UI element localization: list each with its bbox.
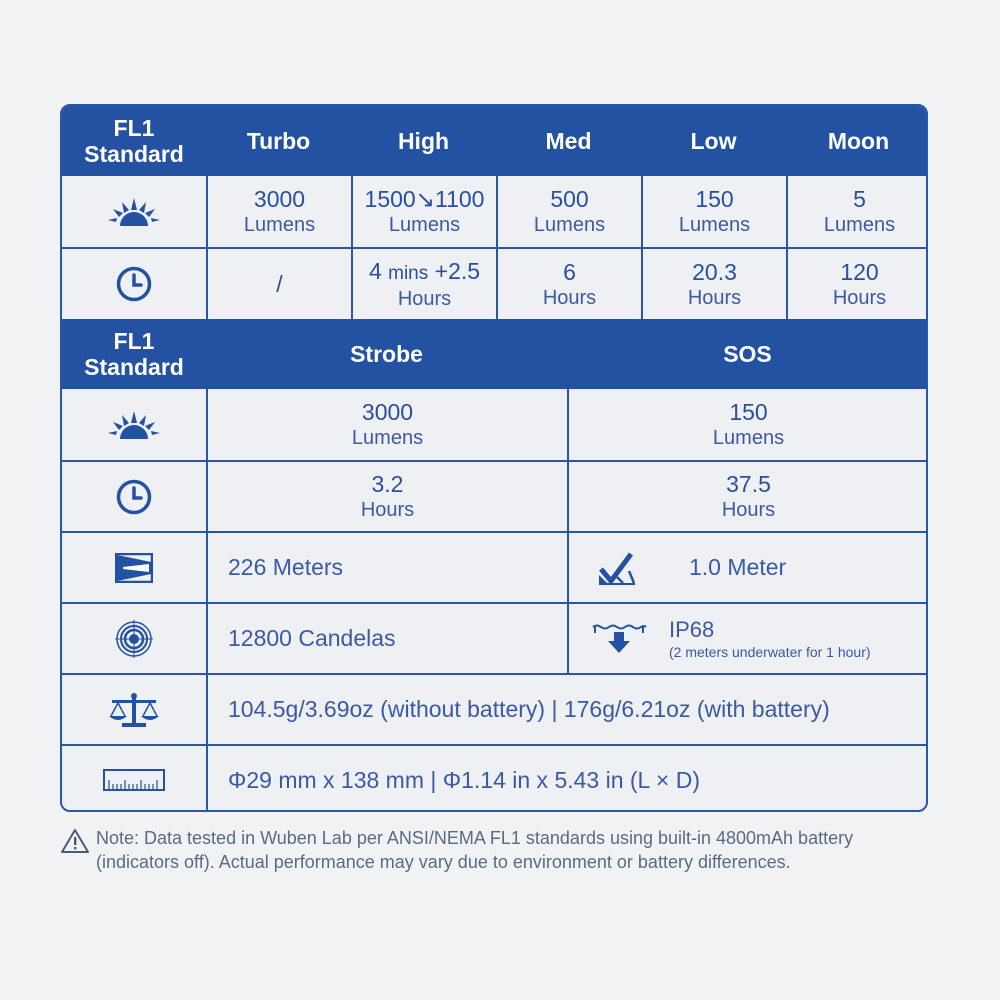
runtime-unit: Hours bbox=[687, 286, 742, 309]
footnote-text: Note: Data tested in Wuben Lab per ANSI/NEMA FL1 standards using built-in 4800mAh battery (indicators off). Actual performance may vary due to environment or battery differences. bbox=[96, 828, 854, 872]
lumens-med bbox=[496, 176, 641, 247]
sos-runtime bbox=[567, 462, 928, 531]
header-low: Low bbox=[690, 127, 737, 154]
runtime-unit: Hours bbox=[832, 286, 887, 309]
header-high: High bbox=[397, 127, 450, 154]
lumens-value: 1500↘1100 bbox=[364, 186, 485, 212]
waterproof-text bbox=[669, 617, 871, 661]
header-title-line1: FL1 bbox=[113, 328, 155, 354]
header-sos: SOS bbox=[723, 340, 772, 367]
lumens-unit: Lumens bbox=[678, 214, 751, 236]
beam-distance-icon bbox=[62, 533, 206, 602]
target-icon bbox=[62, 604, 206, 673]
spec-table bbox=[60, 104, 928, 812]
header-title-line1: FL1 bbox=[113, 115, 155, 141]
runtime-value: 3.2 bbox=[371, 471, 404, 497]
header-title bbox=[62, 106, 206, 176]
special-lumens-row bbox=[62, 389, 926, 460]
lumens-value: 3000 bbox=[253, 186, 306, 212]
impact-value: 1.0 Meter bbox=[689, 554, 787, 580]
lumens-unit: Lumens bbox=[388, 214, 461, 236]
header-turbo: Turbo bbox=[246, 127, 311, 154]
size-value: Φ29 mm x 138 mm | Φ1.14 in x 5.43 in (L × D) bbox=[206, 746, 928, 812]
header-row-special bbox=[62, 319, 926, 389]
runtime-unit: Hours bbox=[397, 287, 452, 310]
beam-distance-value: 226 Meters bbox=[206, 533, 567, 602]
impact-resistance-icon bbox=[597, 551, 637, 585]
footnote bbox=[60, 826, 940, 874]
runtime-value bbox=[369, 258, 480, 287]
lumens-value: 5 bbox=[853, 186, 866, 212]
lumens-turbo bbox=[206, 176, 351, 247]
weight-row bbox=[62, 673, 926, 744]
lumens-row bbox=[62, 176, 926, 247]
lumens-value: 500 bbox=[550, 186, 589, 212]
sos-lumens bbox=[567, 389, 928, 460]
lumens-unit: Lumens bbox=[823, 214, 896, 236]
runtime-moon bbox=[786, 249, 928, 319]
clock-icon bbox=[62, 249, 206, 319]
intensity-row bbox=[62, 602, 926, 673]
runtime-value: 20.3 bbox=[692, 258, 737, 285]
lumens-unit: Lumens bbox=[533, 214, 606, 236]
runtime-unit: Hours bbox=[721, 499, 776, 521]
intensity-value: 12800 Candelas bbox=[206, 604, 567, 673]
light-burst-icon bbox=[62, 389, 206, 460]
waterproof-icon bbox=[591, 624, 647, 654]
scale-icon bbox=[62, 675, 206, 744]
header-strobe: Strobe bbox=[350, 340, 423, 367]
waterproof-rating: IP68 bbox=[669, 616, 715, 642]
header-med: Med bbox=[545, 127, 592, 154]
lumens-unit: Lumens bbox=[243, 214, 316, 236]
header-title-line2: Standard bbox=[84, 141, 184, 167]
waterproof-note: (2 meters underwater for 1 hour) bbox=[669, 643, 871, 660]
distance-row bbox=[62, 531, 926, 602]
clock-icon bbox=[62, 462, 206, 531]
lumens-unit: Lumens bbox=[712, 427, 785, 449]
runtime-med bbox=[496, 249, 641, 319]
header-title bbox=[62, 319, 206, 389]
strobe-runtime bbox=[206, 462, 567, 531]
header-moon: Moon bbox=[827, 127, 890, 154]
runtime-high-num: 4 bbox=[368, 257, 382, 284]
impact-cell bbox=[567, 533, 928, 602]
lumens-high bbox=[351, 176, 496, 247]
lumens-unit: Lumens bbox=[351, 427, 424, 449]
runtime-row bbox=[62, 247, 926, 319]
lumens-value: 150 bbox=[729, 399, 768, 425]
runtime-low bbox=[641, 249, 786, 319]
light-burst-icon bbox=[62, 176, 206, 247]
lumens-low bbox=[641, 176, 786, 247]
runtime-high-mins: mins bbox=[388, 262, 429, 284]
runtime-unit: Hours bbox=[360, 499, 415, 521]
runtime-value: 120 bbox=[840, 258, 879, 285]
lumens-value: 3000 bbox=[361, 399, 414, 425]
header-row-modes bbox=[62, 106, 926, 176]
runtime-value: / bbox=[276, 270, 283, 297]
runtime-value: 6 bbox=[563, 258, 576, 285]
header-title-line2: Standard bbox=[84, 354, 184, 380]
runtime-unit: Hours bbox=[542, 286, 597, 309]
weight-value: 104.5g/3.69oz (without battery) | 176g/6.21oz (with battery) bbox=[206, 675, 928, 744]
runtime-turbo bbox=[206, 249, 351, 319]
runtime-value: 37.5 bbox=[726, 471, 771, 497]
waterproof-cell bbox=[567, 604, 928, 673]
special-runtime-row bbox=[62, 460, 926, 531]
lumens-value: 150 bbox=[695, 186, 734, 212]
warning-icon bbox=[60, 826, 96, 874]
size-row bbox=[62, 744, 926, 812]
runtime-high bbox=[351, 249, 496, 319]
runtime-high-rest: +2.5 bbox=[434, 257, 481, 284]
strobe-lumens bbox=[206, 389, 567, 460]
lumens-moon bbox=[786, 176, 928, 247]
ruler-icon bbox=[62, 746, 206, 812]
